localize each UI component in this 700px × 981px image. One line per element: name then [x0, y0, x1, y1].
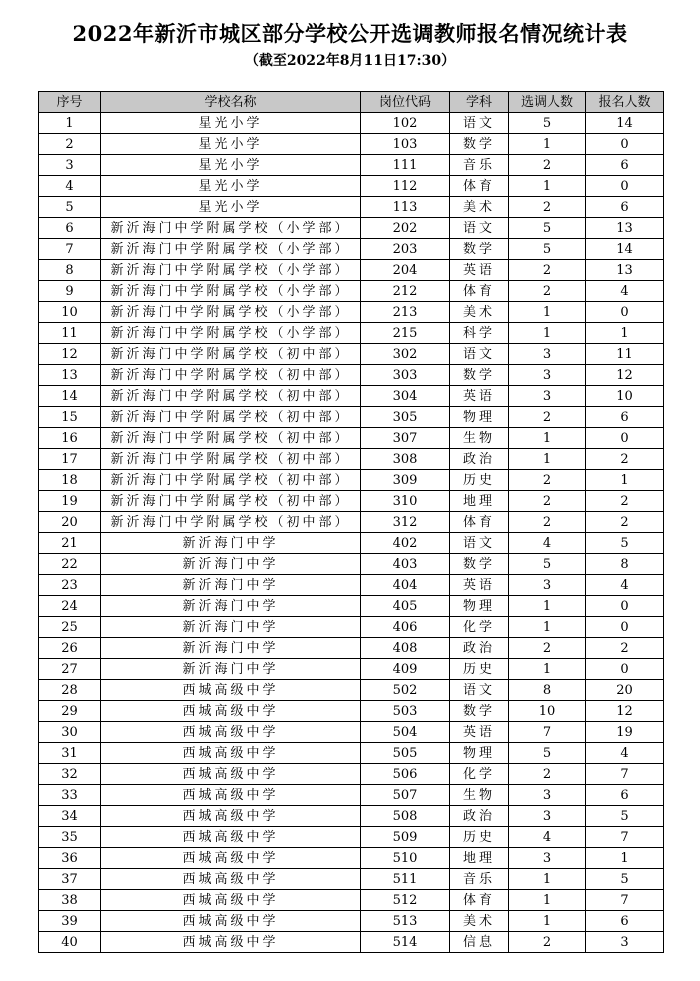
- cell-subject: 政治: [450, 806, 509, 827]
- cell-post-code: 215: [361, 323, 450, 344]
- cell-subject: 英语: [450, 722, 509, 743]
- cell-post-code: 512: [361, 890, 450, 911]
- cell-post-code: 408: [361, 638, 450, 659]
- cell-quota: 3: [509, 344, 586, 365]
- header-subject: 学科: [450, 92, 509, 113]
- table-row: [39, 701, 664, 722]
- cell-post-code: 303: [361, 365, 450, 386]
- header-post-code: 岗位代码: [361, 92, 450, 113]
- cell-quota: 8: [509, 680, 586, 701]
- cell-post-code: 503: [361, 701, 450, 722]
- cell-applicants: 2: [586, 491, 664, 512]
- cell-index: 10: [39, 302, 101, 323]
- cell-index: 31: [39, 743, 101, 764]
- cell-applicants: 10: [586, 386, 664, 407]
- cell-subject: 化学: [450, 617, 509, 638]
- cell-post-code: 510: [361, 848, 450, 869]
- cell-post-code: 504: [361, 722, 450, 743]
- cell-index: 15: [39, 407, 101, 428]
- cell-school: 新沂海门中学附属学校（初中部）: [101, 512, 361, 533]
- cell-applicants: 1: [586, 323, 664, 344]
- cell-applicants: 0: [586, 134, 664, 155]
- cell-post-code: 309: [361, 470, 450, 491]
- cell-quota: 2: [509, 281, 586, 302]
- cell-school: 新沂海门中学: [101, 617, 361, 638]
- cell-index: 39: [39, 911, 101, 932]
- cell-subject: 科学: [450, 323, 509, 344]
- cell-post-code: 402: [361, 533, 450, 554]
- cell-index: 1: [39, 113, 101, 134]
- cell-index: 26: [39, 638, 101, 659]
- cell-subject: 语文: [450, 113, 509, 134]
- cell-applicants: 14: [586, 113, 664, 134]
- cell-index: 2: [39, 134, 101, 155]
- cell-post-code: 502: [361, 680, 450, 701]
- cell-school: 西城高级中学: [101, 869, 361, 890]
- table-body: [39, 113, 664, 953]
- cell-subject: 英语: [450, 386, 509, 407]
- cell-applicants: 3: [586, 932, 664, 953]
- cell-quota: 1: [509, 617, 586, 638]
- cell-school: 新沂海门中学附属学校（初中部）: [101, 491, 361, 512]
- table-row: [39, 407, 664, 428]
- table-row: [39, 827, 664, 848]
- table-row: [39, 218, 664, 239]
- cell-index: 40: [39, 932, 101, 953]
- cell-applicants: 8: [586, 554, 664, 575]
- cell-quota: 1: [509, 176, 586, 197]
- cell-index: 38: [39, 890, 101, 911]
- cell-post-code: 113: [361, 197, 450, 218]
- header-quota: 选调人数: [509, 92, 586, 113]
- table-row: [39, 344, 664, 365]
- cell-quota: 3: [509, 575, 586, 596]
- cell-applicants: 4: [586, 281, 664, 302]
- registration-table: [38, 91, 664, 953]
- table-row: [39, 890, 664, 911]
- cell-applicants: 7: [586, 827, 664, 848]
- table-row: [39, 512, 664, 533]
- cell-applicants: 5: [586, 533, 664, 554]
- cell-applicants: 12: [586, 701, 664, 722]
- cell-school: 新沂海门中学附属学校（初中部）: [101, 386, 361, 407]
- cell-subject: 体育: [450, 281, 509, 302]
- cell-index: 23: [39, 575, 101, 596]
- cell-applicants: 4: [586, 743, 664, 764]
- cell-index: 3: [39, 155, 101, 176]
- cell-applicants: 13: [586, 218, 664, 239]
- cell-school: 西城高级中学: [101, 911, 361, 932]
- cell-quota: 2: [509, 155, 586, 176]
- cell-quota: 2: [509, 197, 586, 218]
- cell-subject: 物理: [450, 596, 509, 617]
- cell-post-code: 212: [361, 281, 450, 302]
- cell-subject: 数学: [450, 239, 509, 260]
- cell-post-code: 505: [361, 743, 450, 764]
- cell-school: 星光小学: [101, 113, 361, 134]
- cell-school: 新沂海门中学附属学校（小学部）: [101, 323, 361, 344]
- cell-index: 16: [39, 428, 101, 449]
- cell-school: 星光小学: [101, 155, 361, 176]
- table-row: [39, 323, 664, 344]
- cell-index: 34: [39, 806, 101, 827]
- cell-school: 新沂海门中学: [101, 638, 361, 659]
- table-row: [39, 638, 664, 659]
- cell-post-code: 302: [361, 344, 450, 365]
- cell-subject: 语文: [450, 533, 509, 554]
- cell-quota: 1: [509, 134, 586, 155]
- cell-index: 12: [39, 344, 101, 365]
- table-row: [39, 554, 664, 575]
- cell-post-code: 405: [361, 596, 450, 617]
- cell-school: 西城高级中学: [101, 848, 361, 869]
- table-row: [39, 113, 664, 134]
- cell-subject: 数学: [450, 554, 509, 575]
- cell-subject: 物理: [450, 743, 509, 764]
- cell-subject: 语文: [450, 680, 509, 701]
- cell-post-code: 406: [361, 617, 450, 638]
- cell-index: 18: [39, 470, 101, 491]
- cell-school: 星光小学: [101, 134, 361, 155]
- table-row: [39, 449, 664, 470]
- cell-quota: 1: [509, 659, 586, 680]
- cell-applicants: 2: [586, 638, 664, 659]
- table-row: [39, 575, 664, 596]
- cell-quota: 3: [509, 848, 586, 869]
- table-row: [39, 806, 664, 827]
- cell-applicants: 5: [586, 869, 664, 890]
- cell-post-code: 506: [361, 764, 450, 785]
- page-subtitle: （截至2022年8月11日17:30）: [244, 53, 456, 69]
- cell-applicants: 6: [586, 785, 664, 806]
- cell-post-code: 511: [361, 869, 450, 890]
- cell-subject: 政治: [450, 638, 509, 659]
- cell-quota: 3: [509, 365, 586, 386]
- table-row: [39, 785, 664, 806]
- cell-index: 4: [39, 176, 101, 197]
- cell-post-code: 203: [361, 239, 450, 260]
- cell-post-code: 404: [361, 575, 450, 596]
- cell-quota: 5: [509, 743, 586, 764]
- cell-post-code: 305: [361, 407, 450, 428]
- cell-school: 西城高级中学: [101, 932, 361, 953]
- cell-quota: 1: [509, 323, 586, 344]
- page-title: 2022年新沂市城区部分学校公开选调教师报名情况统计表: [72, 21, 628, 46]
- cell-post-code: 307: [361, 428, 450, 449]
- cell-post-code: 409: [361, 659, 450, 680]
- table-row: [39, 365, 664, 386]
- cell-applicants: 6: [586, 911, 664, 932]
- cell-school: 西城高级中学: [101, 806, 361, 827]
- cell-index: 17: [39, 449, 101, 470]
- cell-index: 7: [39, 239, 101, 260]
- cell-index: 21: [39, 533, 101, 554]
- table-row: [39, 197, 664, 218]
- cell-school: 新沂海门中学附属学校（初中部）: [101, 344, 361, 365]
- cell-applicants: 0: [586, 428, 664, 449]
- table-row: [39, 281, 664, 302]
- cell-applicants: 4: [586, 575, 664, 596]
- cell-subject: 美术: [450, 302, 509, 323]
- cell-school: 新沂海门中学附属学校（初中部）: [101, 407, 361, 428]
- cell-post-code: 310: [361, 491, 450, 512]
- cell-index: 14: [39, 386, 101, 407]
- table-row: [39, 428, 664, 449]
- table-row: [39, 533, 664, 554]
- cell-subject: 数学: [450, 701, 509, 722]
- cell-subject: 历史: [450, 470, 509, 491]
- table-row: [39, 491, 664, 512]
- cell-subject: 数学: [450, 134, 509, 155]
- cell-index: 19: [39, 491, 101, 512]
- cell-quota: 1: [509, 911, 586, 932]
- cell-applicants: 7: [586, 764, 664, 785]
- cell-school: 西城高级中学: [101, 827, 361, 848]
- cell-applicants: 12: [586, 365, 664, 386]
- cell-quota: 1: [509, 302, 586, 323]
- table-row: [39, 386, 664, 407]
- cell-school: 西城高级中学: [101, 785, 361, 806]
- cell-subject: 政治: [450, 449, 509, 470]
- cell-index: 28: [39, 680, 101, 701]
- cell-quota: 1: [509, 449, 586, 470]
- cell-subject: 英语: [450, 575, 509, 596]
- cell-applicants: 6: [586, 197, 664, 218]
- cell-subject: 体育: [450, 176, 509, 197]
- cell-subject: 美术: [450, 197, 509, 218]
- header-index: 序号: [39, 92, 101, 113]
- cell-index: 22: [39, 554, 101, 575]
- cell-quota: 2: [509, 491, 586, 512]
- cell-applicants: 6: [586, 407, 664, 428]
- cell-index: 6: [39, 218, 101, 239]
- cell-index: 9: [39, 281, 101, 302]
- table-row: [39, 239, 664, 260]
- cell-quota: 3: [509, 785, 586, 806]
- cell-subject: 地理: [450, 491, 509, 512]
- cell-quota: 4: [509, 827, 586, 848]
- cell-applicants: 0: [586, 596, 664, 617]
- cell-index: 13: [39, 365, 101, 386]
- table-row: [39, 470, 664, 491]
- cell-post-code: 112: [361, 176, 450, 197]
- cell-school: 新沂海门中学附属学校（小学部）: [101, 218, 361, 239]
- cell-subject: 语文: [450, 344, 509, 365]
- cell-index: 36: [39, 848, 101, 869]
- cell-quota: 1: [509, 428, 586, 449]
- cell-school: 新沂海门中学: [101, 554, 361, 575]
- table-row: [39, 596, 664, 617]
- cell-applicants: 0: [586, 302, 664, 323]
- cell-subject: 语文: [450, 218, 509, 239]
- cell-applicants: 1: [586, 848, 664, 869]
- cell-applicants: 14: [586, 239, 664, 260]
- cell-school: 西城高级中学: [101, 722, 361, 743]
- cell-quota: 2: [509, 638, 586, 659]
- cell-subject: 物理: [450, 407, 509, 428]
- cell-applicants: 2: [586, 512, 664, 533]
- cell-school: 星光小学: [101, 176, 361, 197]
- table-row: [39, 764, 664, 785]
- cell-index: 5: [39, 197, 101, 218]
- table-row: [39, 932, 664, 953]
- table-row: [39, 722, 664, 743]
- cell-index: 35: [39, 827, 101, 848]
- cell-applicants: 13: [586, 260, 664, 281]
- cell-quota: 5: [509, 113, 586, 134]
- cell-school: 新沂海门中学附属学校（初中部）: [101, 470, 361, 491]
- cell-index: 30: [39, 722, 101, 743]
- cell-post-code: 513: [361, 911, 450, 932]
- cell-quota: 3: [509, 806, 586, 827]
- cell-school: 西城高级中学: [101, 743, 361, 764]
- cell-school: 西城高级中学: [101, 701, 361, 722]
- cell-applicants: 5: [586, 806, 664, 827]
- cell-post-code: 312: [361, 512, 450, 533]
- cell-post-code: 403: [361, 554, 450, 575]
- cell-subject: 体育: [450, 512, 509, 533]
- cell-post-code: 509: [361, 827, 450, 848]
- table-row: [39, 260, 664, 281]
- cell-quota: 2: [509, 764, 586, 785]
- header-school: 学校名称: [101, 92, 361, 113]
- cell-post-code: 308: [361, 449, 450, 470]
- cell-post-code: 111: [361, 155, 450, 176]
- table-row: [39, 869, 664, 890]
- cell-subject: 地理: [450, 848, 509, 869]
- cell-quota: 1: [509, 890, 586, 911]
- cell-index: 20: [39, 512, 101, 533]
- cell-quota: 5: [509, 239, 586, 260]
- cell-index: 37: [39, 869, 101, 890]
- cell-post-code: 514: [361, 932, 450, 953]
- cell-applicants: 0: [586, 176, 664, 197]
- cell-index: 33: [39, 785, 101, 806]
- table-row: [39, 911, 664, 932]
- cell-quota: 5: [509, 554, 586, 575]
- cell-applicants: 1: [586, 470, 664, 491]
- cell-quota: 2: [509, 470, 586, 491]
- cell-quota: 2: [509, 512, 586, 533]
- cell-index: 27: [39, 659, 101, 680]
- cell-quota: 3: [509, 386, 586, 407]
- cell-post-code: 508: [361, 806, 450, 827]
- cell-school: 新沂海门中学附属学校（初中部）: [101, 365, 361, 386]
- table-row: [39, 743, 664, 764]
- cell-applicants: 7: [586, 890, 664, 911]
- cell-school: 新沂海门中学附属学校（小学部）: [101, 260, 361, 281]
- table-row: [39, 302, 664, 323]
- table-header-row: [39, 92, 664, 113]
- cell-index: 29: [39, 701, 101, 722]
- cell-subject: 数学: [450, 365, 509, 386]
- cell-index: 11: [39, 323, 101, 344]
- cell-subject: 历史: [450, 659, 509, 680]
- cell-applicants: 19: [586, 722, 664, 743]
- cell-applicants: 2: [586, 449, 664, 470]
- cell-applicants: 6: [586, 155, 664, 176]
- cell-quota: 2: [509, 407, 586, 428]
- cell-post-code: 202: [361, 218, 450, 239]
- cell-subject: 体育: [450, 890, 509, 911]
- cell-school: 新沂海门中学: [101, 659, 361, 680]
- header-applicants: 报名人数: [586, 92, 664, 113]
- cell-applicants: 0: [586, 659, 664, 680]
- cell-school: 新沂海门中学: [101, 575, 361, 596]
- cell-post-code: 507: [361, 785, 450, 806]
- cell-quota: 10: [509, 701, 586, 722]
- cell-subject: 生物: [450, 785, 509, 806]
- cell-school: 星光小学: [101, 197, 361, 218]
- cell-school: 西城高级中学: [101, 764, 361, 785]
- cell-school: 新沂海门中学附属学校（初中部）: [101, 428, 361, 449]
- cell-subject: 音乐: [450, 155, 509, 176]
- cell-post-code: 213: [361, 302, 450, 323]
- table-row: [39, 617, 664, 638]
- cell-school: 新沂海门中学附属学校（小学部）: [101, 281, 361, 302]
- cell-applicants: 11: [586, 344, 664, 365]
- cell-post-code: 304: [361, 386, 450, 407]
- cell-applicants: 20: [586, 680, 664, 701]
- cell-quota: 2: [509, 932, 586, 953]
- cell-post-code: 102: [361, 113, 450, 134]
- cell-post-code: 103: [361, 134, 450, 155]
- cell-school: 新沂海门中学: [101, 596, 361, 617]
- table-row: [39, 155, 664, 176]
- cell-subject: 英语: [450, 260, 509, 281]
- cell-quota: 4: [509, 533, 586, 554]
- cell-school: 新沂海门中学附属学校（小学部）: [101, 302, 361, 323]
- cell-school: 新沂海门中学: [101, 533, 361, 554]
- cell-subject: 生物: [450, 428, 509, 449]
- cell-school: 西城高级中学: [101, 680, 361, 701]
- cell-subject: 化学: [450, 764, 509, 785]
- cell-index: 24: [39, 596, 101, 617]
- table-row: [39, 680, 664, 701]
- table-row: [39, 134, 664, 155]
- cell-quota: 2: [509, 260, 586, 281]
- table-row: [39, 659, 664, 680]
- table-row: [39, 848, 664, 869]
- cell-quota: 7: [509, 722, 586, 743]
- cell-index: 25: [39, 617, 101, 638]
- cell-post-code: 204: [361, 260, 450, 281]
- cell-index: 32: [39, 764, 101, 785]
- cell-quota: 5: [509, 218, 586, 239]
- cell-subject: 信息: [450, 932, 509, 953]
- cell-school: 新沂海门中学附属学校（小学部）: [101, 239, 361, 260]
- table-row: [39, 176, 664, 197]
- cell-school: 西城高级中学: [101, 890, 361, 911]
- cell-quota: 1: [509, 596, 586, 617]
- cell-applicants: 0: [586, 617, 664, 638]
- cell-school: 新沂海门中学附属学校（初中部）: [101, 449, 361, 470]
- cell-subject: 历史: [450, 827, 509, 848]
- cell-index: 8: [39, 260, 101, 281]
- cell-subject: 美术: [450, 911, 509, 932]
- cell-quota: 1: [509, 869, 586, 890]
- cell-subject: 音乐: [450, 869, 509, 890]
